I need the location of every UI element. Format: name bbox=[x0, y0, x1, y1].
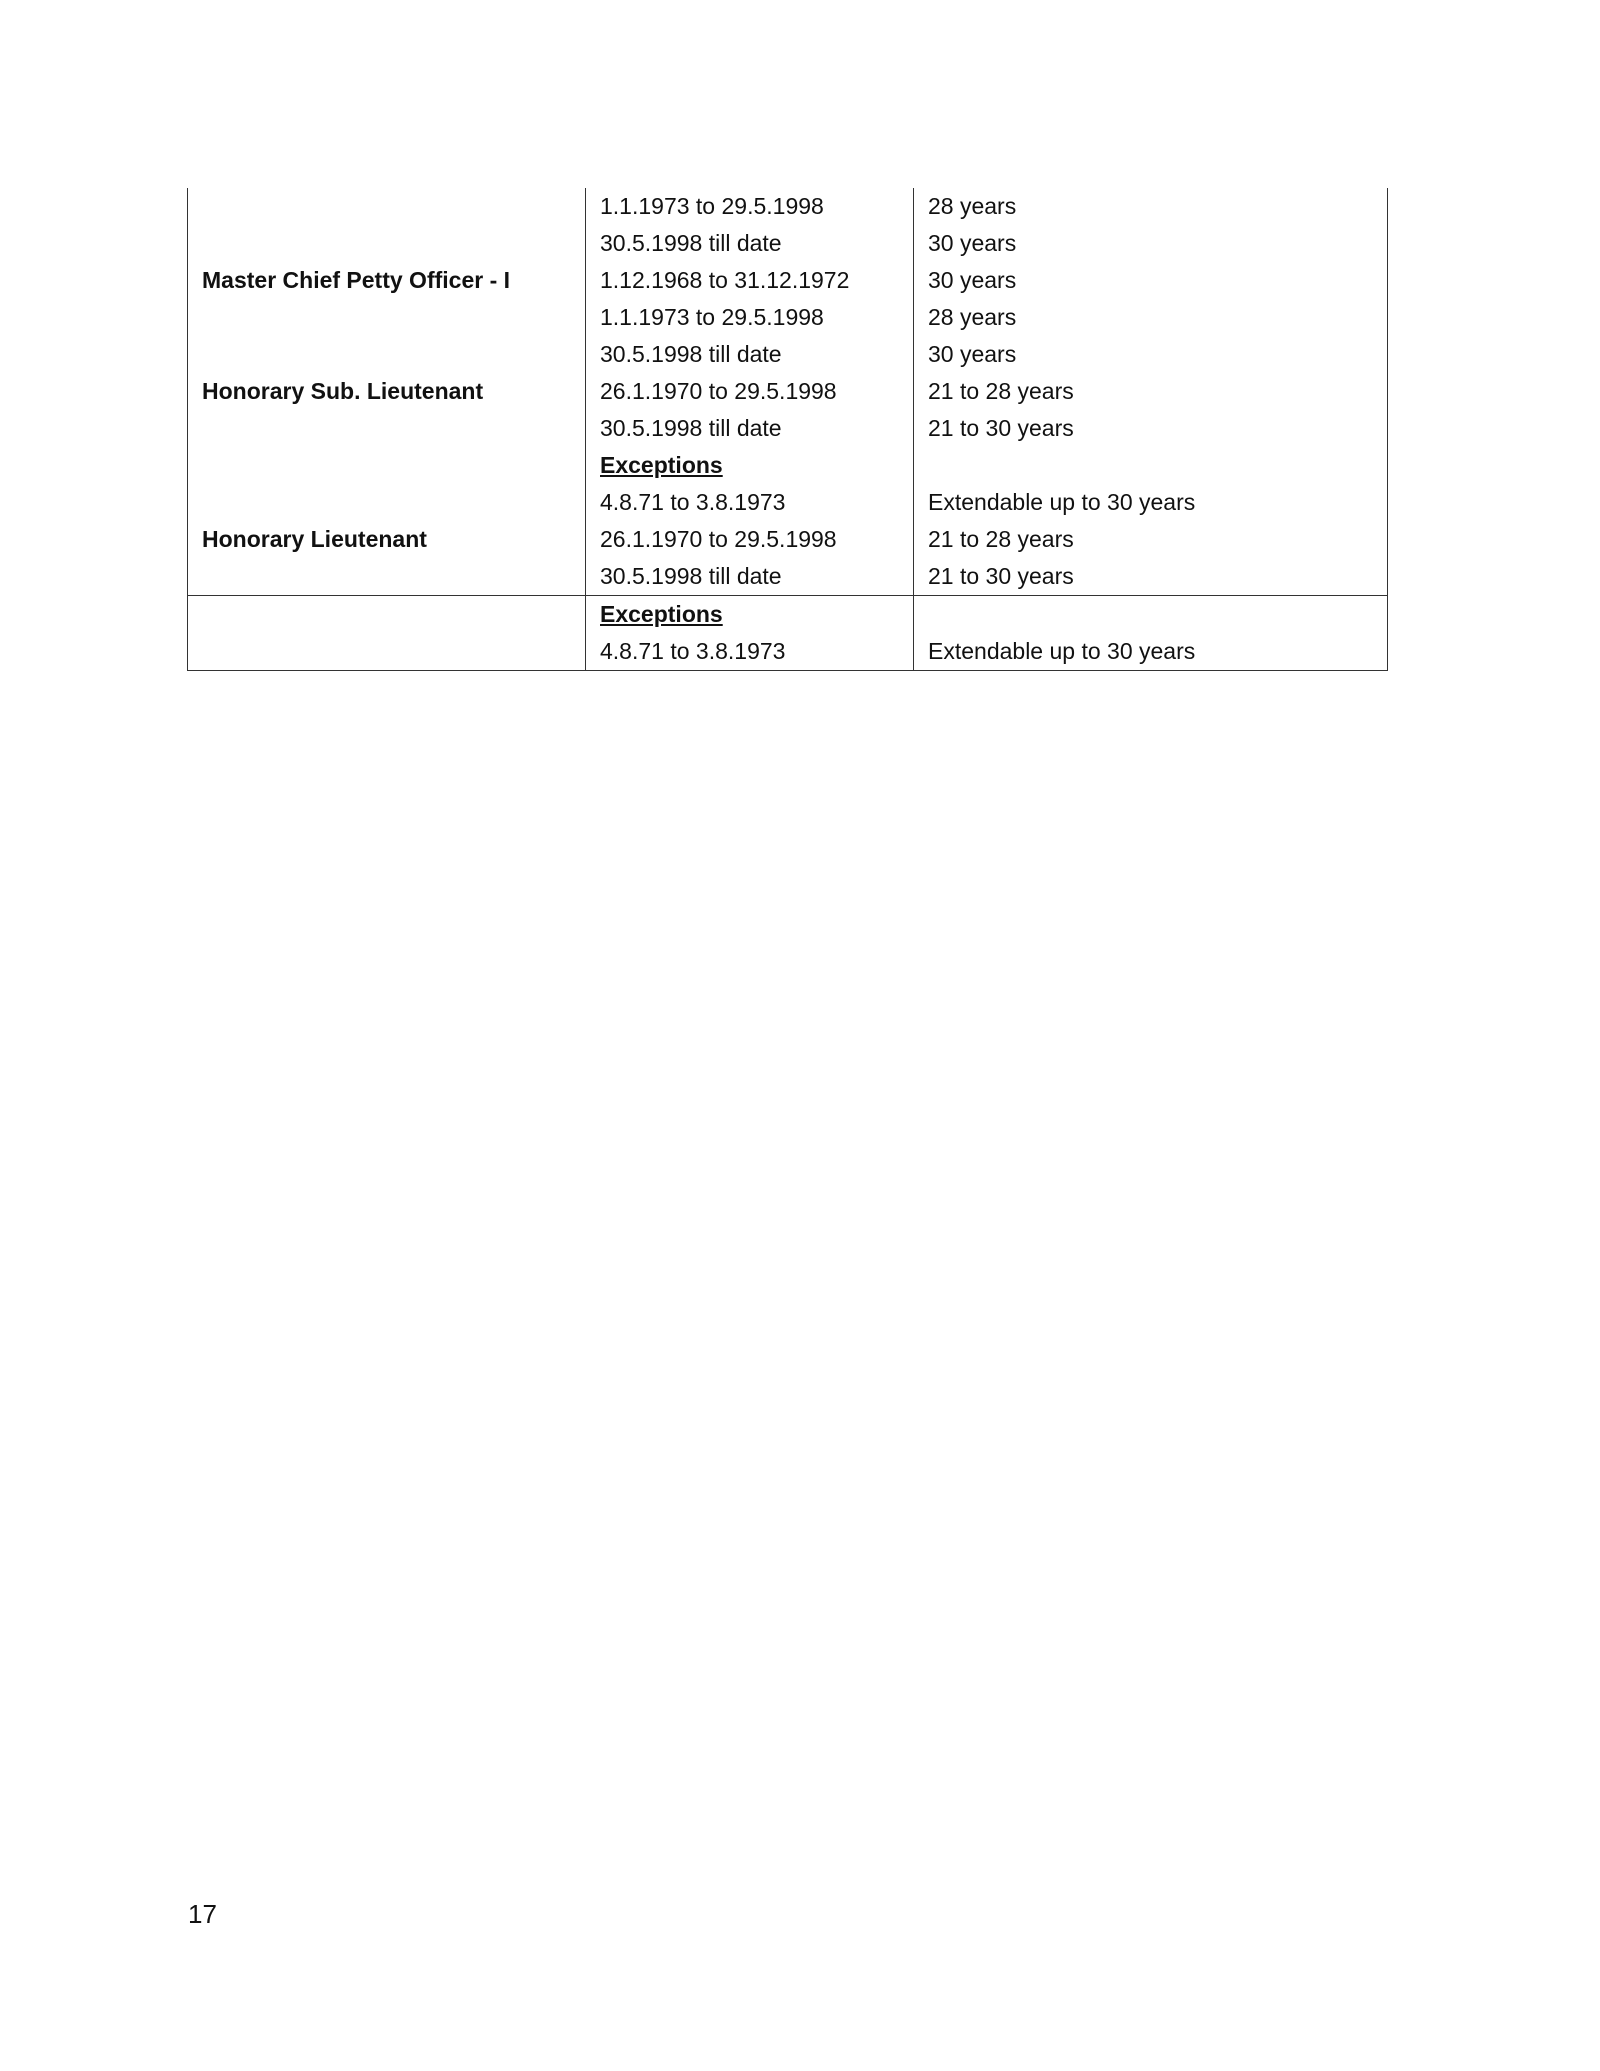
period-text: 30.5.1998 till date bbox=[600, 341, 782, 367]
rank-label bbox=[202, 484, 571, 521]
rank-label bbox=[202, 410, 571, 447]
period-text: 4.8.71 to 3.8.1973 bbox=[600, 638, 786, 664]
exceptions-heading: Exceptions bbox=[600, 601, 723, 627]
service-text: 28 years bbox=[928, 193, 1017, 219]
period-text: 30.5.1998 till date bbox=[600, 563, 782, 589]
page-number: 17 bbox=[188, 1899, 217, 1929]
table-row bbox=[188, 188, 1388, 596]
service-text: 21 to 30 years bbox=[928, 563, 1074, 589]
service-text bbox=[928, 596, 1373, 633]
rank-label bbox=[202, 188, 571, 225]
service-cell bbox=[914, 596, 1388, 671]
period-cell bbox=[586, 596, 914, 671]
rank-cell bbox=[188, 596, 586, 671]
rank-label bbox=[202, 596, 571, 633]
service-text: 21 to 30 years bbox=[928, 415, 1074, 441]
period-cell bbox=[586, 188, 914, 596]
service-text: Extendable up to 30 years bbox=[928, 489, 1196, 515]
exceptions-heading: Exceptions bbox=[600, 452, 723, 478]
rank-label: Master Chief Petty Officer - I bbox=[202, 267, 511, 293]
rank-label bbox=[202, 558, 571, 595]
service-text: 28 years bbox=[928, 304, 1017, 330]
rank-label bbox=[202, 336, 571, 373]
period-text: 30.5.1998 till date bbox=[600, 415, 782, 441]
rank-label: Honorary Lieutenant bbox=[202, 526, 427, 552]
service-text: 30 years bbox=[928, 341, 1017, 367]
service-text: 21 to 28 years bbox=[928, 526, 1074, 552]
rank-label bbox=[202, 633, 571, 670]
service-text: 30 years bbox=[928, 267, 1017, 293]
rank-cell bbox=[188, 188, 586, 596]
period-text: 4.8.71 to 3.8.1973 bbox=[600, 489, 786, 515]
service-text bbox=[928, 447, 1373, 484]
service-text: 30 years bbox=[928, 230, 1017, 256]
rank-label bbox=[202, 299, 571, 336]
service-text: Extendable up to 30 years bbox=[928, 638, 1196, 664]
service-cell bbox=[914, 188, 1388, 596]
rank-label bbox=[202, 225, 571, 262]
period-text: 30.5.1998 till date bbox=[600, 230, 782, 256]
retirement-age-table bbox=[187, 188, 1388, 671]
period-text: 1.12.1968 to 31.12.1972 bbox=[600, 267, 850, 293]
period-text: 1.1.1973 to 29.5.1998 bbox=[600, 304, 824, 330]
period-text: 26.1.1970 to 29.5.1998 bbox=[600, 526, 837, 552]
service-text: 21 to 28 years bbox=[928, 378, 1074, 404]
period-text: 1.1.1973 to 29.5.1998 bbox=[600, 193, 824, 219]
rank-label bbox=[202, 447, 571, 484]
rank-label: Honorary Sub. Lieutenant bbox=[202, 378, 484, 404]
period-text: 26.1.1970 to 29.5.1998 bbox=[600, 378, 837, 404]
table-row bbox=[188, 596, 1388, 671]
